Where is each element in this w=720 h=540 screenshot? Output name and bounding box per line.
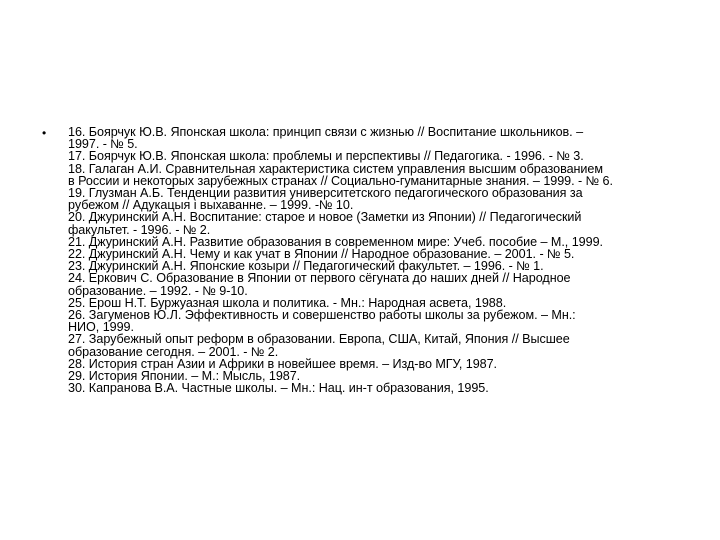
reference-line: 20. Джуринский А.Н. Воспитание: старое и новое (Заметки из Японии) // Педагогический xyxy=(68,210,582,225)
reference-list xyxy=(42,126,682,394)
reference-line: 29. История Японии. – М.: Мысль, 1987. xyxy=(68,369,301,384)
reference-line: 16. Боярчук Ю.В. Японская школа: принцип связи с жизнью // Воспитание школьников. – xyxy=(68,125,584,139)
reference-line: образование сегодня. – 2001. - № 2. xyxy=(68,344,279,359)
reference-line: 27. Зарубежный опыт реформ в образовании. Европа, США, Китай, Япония // Высшее xyxy=(68,332,570,347)
reference-line: факультет. - 1996. - № 2. xyxy=(68,222,211,237)
reference-line: 21. Джуринский А.Н. Развитие образования в современном мире: Учеб. пособие – М., 1999. xyxy=(68,234,603,249)
reference-line: 19. Глузман А.Б. Тенденции развития университетского педагогического образования за xyxy=(68,186,583,201)
reference-line: 28. История стран Азии и Африки в новейшее время. – Изд-во МГУ, 1987. xyxy=(68,356,497,371)
reference-line: 30. Капранова В.А. Частные школы. – Мн.: Нац. ин-т образования, 1995. xyxy=(68,381,489,396)
reference-line: 24. Еркович С. Образование в Японии от первого сёгуната до наших дней // Народное xyxy=(68,271,571,286)
reference-text xyxy=(68,126,646,394)
bullet-point: • xyxy=(42,126,47,140)
reference-line: в России и некоторых зарубежных странах // Социально-гуманитарные знания. – 1999. - № 6. xyxy=(68,173,613,188)
reference-line: рубежом // Адукацыя і выхаванне. – 1999. -№ 10. xyxy=(68,198,354,213)
reference-line: 18. Галаган А.И. Сравнительная характеристика систем управления высшим образованием xyxy=(68,161,603,176)
reference-line: 22. Джуринский А.Н. Чему и как учат в Японии // Народное образование. – 2001. - № 5. xyxy=(68,247,575,262)
reference-line: 17. Боярчук Ю.В. Японская школа: проблемы и перспективы // Педагогика. - 1996. - № 3. xyxy=(68,149,584,164)
reference-line: образование. – 1992. - № 9-10. xyxy=(68,283,248,298)
reference-line: 26. Загуменов Ю.Л. Эффективность и совершенство работы школы за рубежом. – Мн.: xyxy=(68,308,576,323)
reference-line: 1997. - № 5. xyxy=(68,137,138,152)
reference-line: 23. Джуринский А.Н. Японские козыри // Педагогический факультет. – 1996. - № 1. xyxy=(68,259,544,274)
reference-line: 25. Ерош Н.Т. Буржуазная школа и политика. - Мн.: Народная асвета, 1988. xyxy=(68,295,507,310)
reference-line: НИО, 1999. xyxy=(68,320,134,335)
